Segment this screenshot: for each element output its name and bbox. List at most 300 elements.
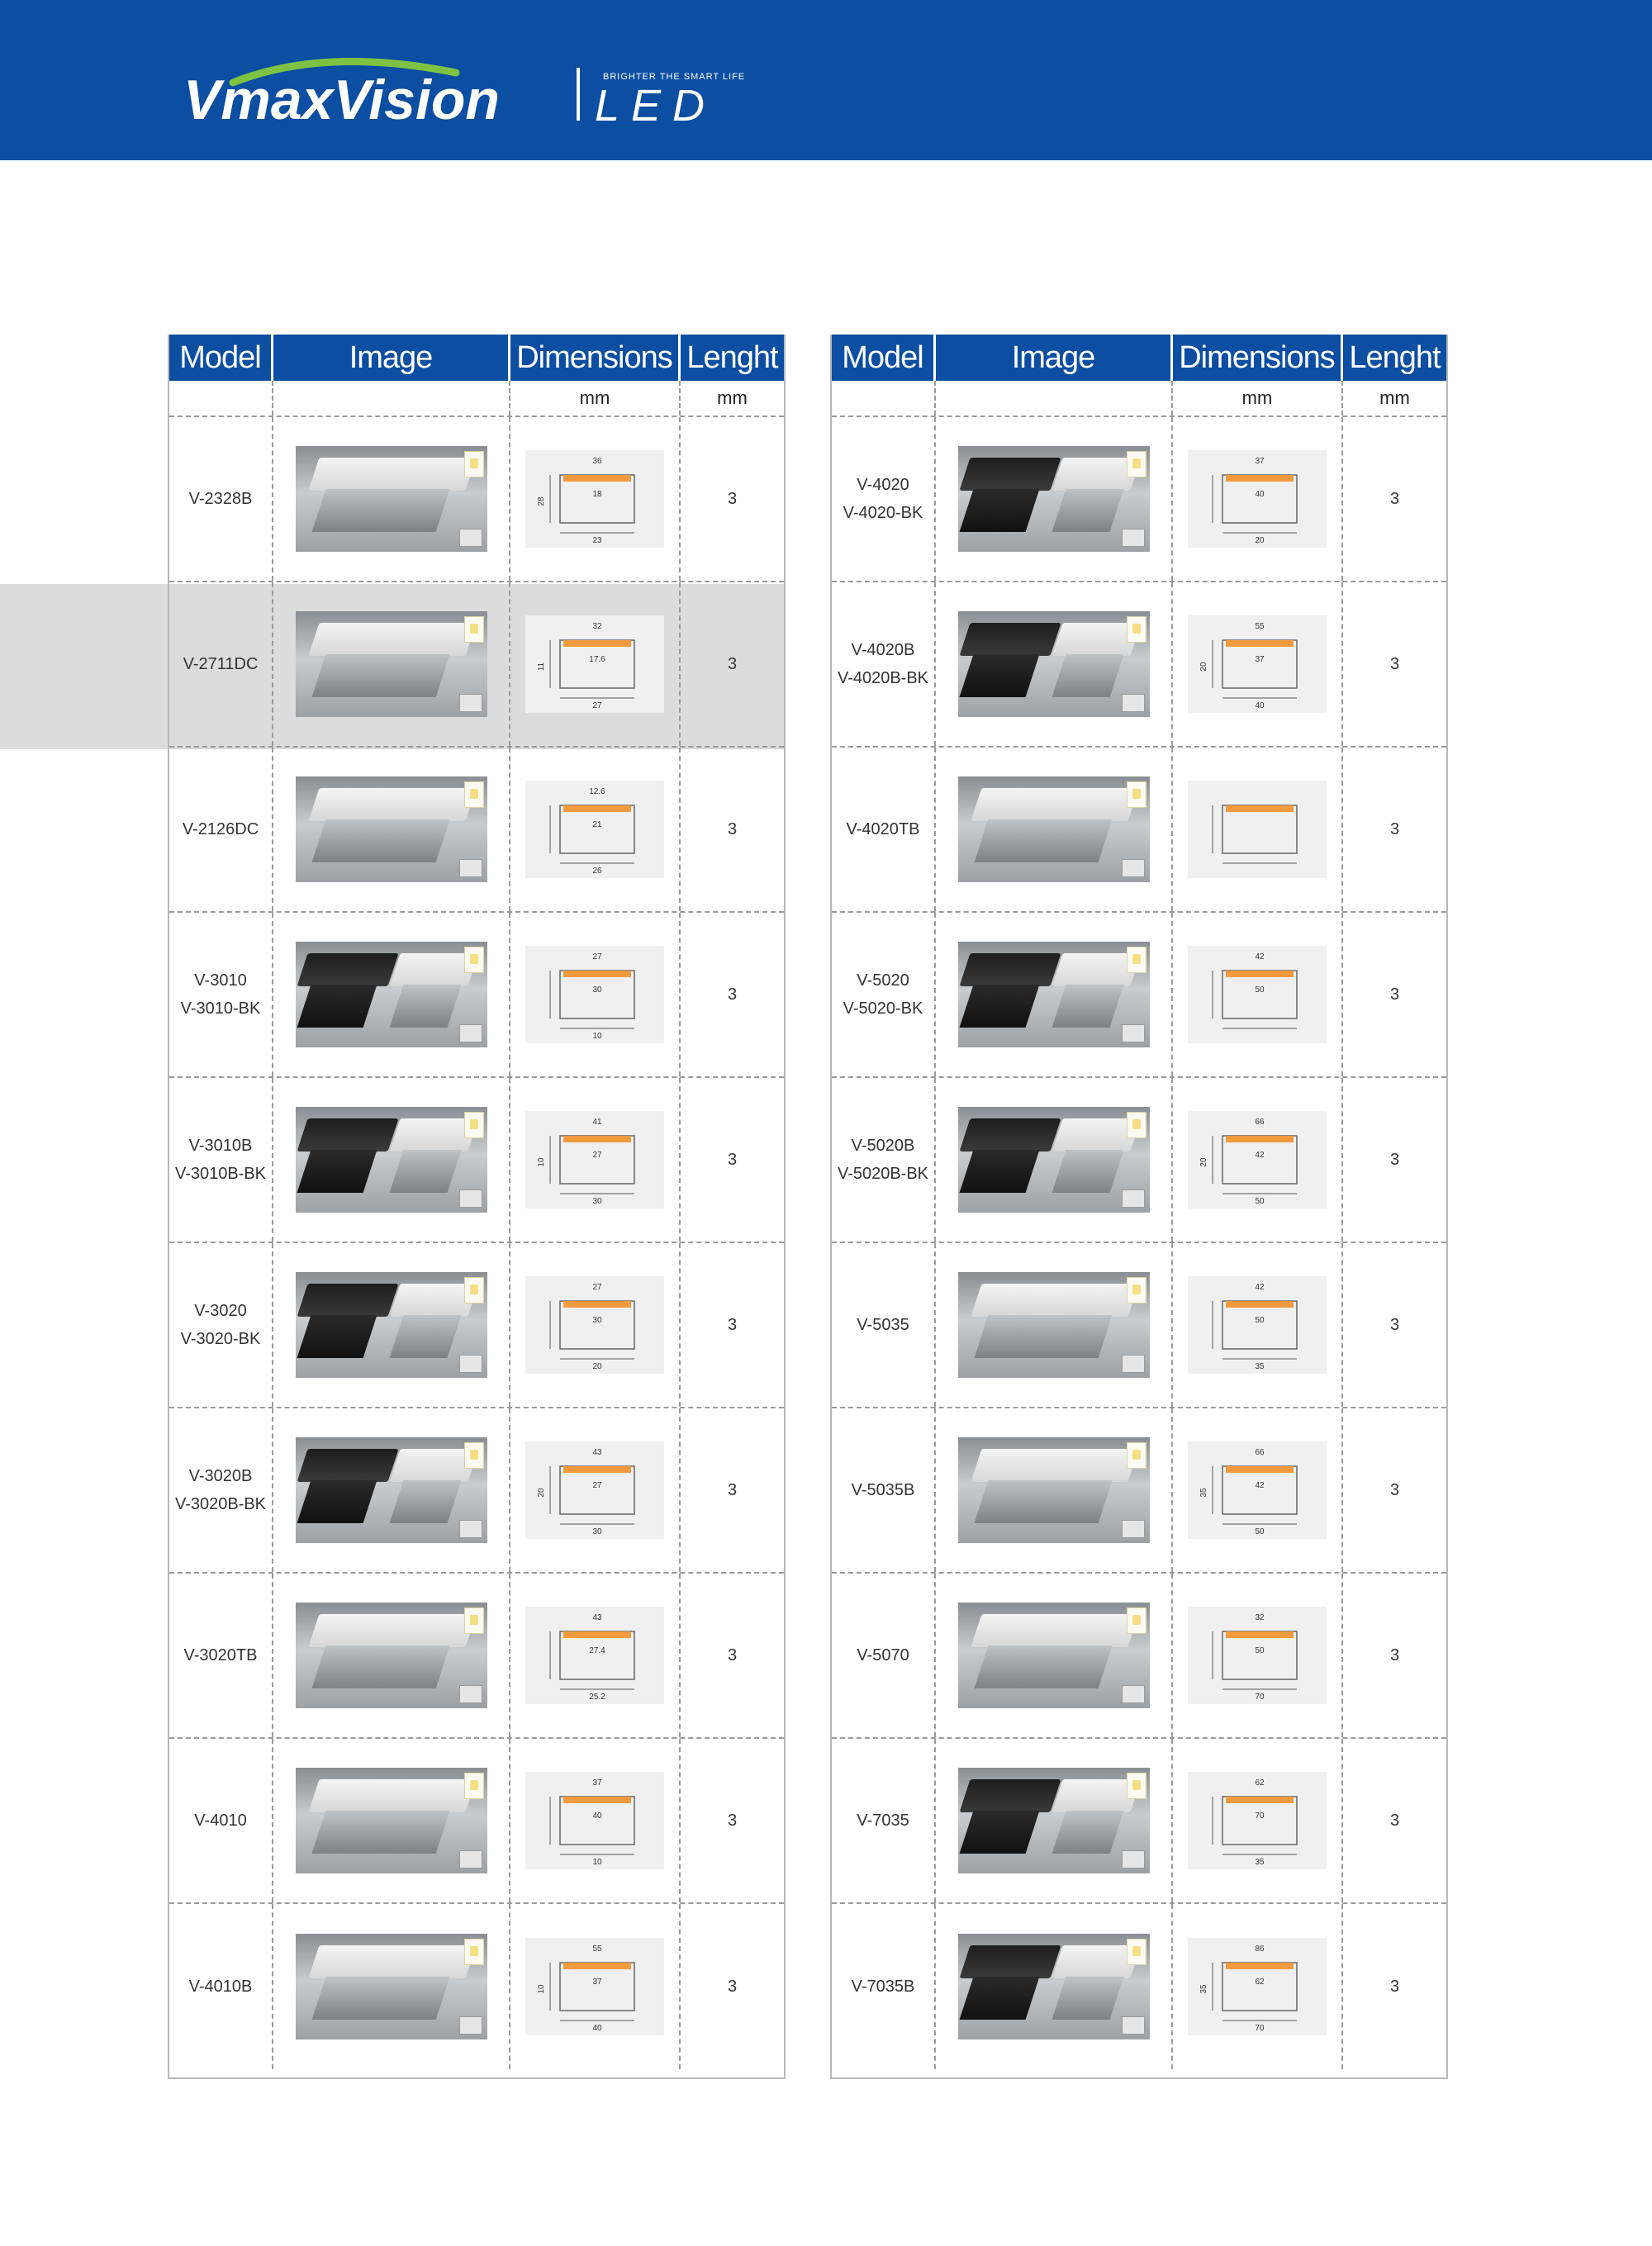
dimension-label: 20 — [1199, 1157, 1208, 1167]
length-cell: 3 — [1389, 1480, 1400, 1499]
profile-body — [959, 1150, 1039, 1193]
model-cell — [832, 582, 936, 746]
profile-body — [311, 489, 449, 532]
product-table-left — [168, 335, 786, 2079]
dimension-drawing — [1188, 1607, 1327, 1704]
dimensions-cell — [510, 1243, 681, 1407]
accessory-thumbnail — [1122, 1189, 1145, 1208]
profile-body — [311, 819, 449, 862]
dimension-label: 32 — [1255, 1613, 1265, 1622]
dimensions-cell — [510, 582, 681, 746]
dimension-label: 40 — [592, 2024, 602, 2033]
table-row — [832, 1243, 1446, 1408]
image-cell — [936, 1243, 1173, 1407]
length-cell: 3 — [1389, 1811, 1400, 1830]
dimension-label: 27 — [592, 952, 602, 962]
profile-body — [974, 1645, 1112, 1688]
dimension-label: 50 — [1255, 1316, 1265, 1325]
accessory-thumbnail — [1122, 1024, 1145, 1042]
model-cell — [169, 1904, 273, 2069]
length-cell: 3 — [727, 985, 738, 1004]
dimensions-cell — [1173, 1574, 1343, 1737]
accessory-thumbnail — [459, 859, 482, 877]
led-strip-icon — [1127, 947, 1146, 973]
image-cell — [273, 748, 510, 911]
profile-cover — [308, 1614, 476, 1647]
dimension-label: 70 — [1255, 1812, 1265, 1821]
length-cell: 3 — [727, 819, 738, 838]
model-name: V-5020-BK — [843, 1000, 923, 1018]
dimension-drawing — [1188, 1938, 1327, 2035]
dimension-label: 50 — [1255, 1646, 1265, 1655]
product-photo — [296, 1603, 487, 1708]
profile-cover — [297, 1118, 398, 1151]
model-cell — [832, 1904, 936, 2069]
dimension-label: 41 — [592, 1118, 602, 1127]
model-name: V-4010 — [194, 1812, 247, 1830]
dimension-label: 30 — [592, 1316, 602, 1325]
profile-body — [974, 1480, 1112, 1523]
dimensions-cell — [510, 1739, 681, 1902]
accessory-thumbnail — [459, 1355, 482, 1373]
model-name: V-4020B — [851, 641, 915, 659]
accessory-thumbnail — [459, 1685, 482, 1703]
product-photo — [958, 611, 1150, 717]
dimension-label: 32 — [592, 622, 602, 631]
profile-body — [389, 1480, 461, 1523]
profile-body — [311, 654, 449, 697]
model-name: V-3010 — [194, 971, 247, 990]
dimension-label: 36 — [592, 457, 602, 466]
dimension-drawing — [1188, 450, 1327, 548]
dimension-drawing — [1188, 1772, 1327, 1869]
dimension-label: 10 — [592, 1858, 602, 1867]
model-name: V-3020B — [188, 1467, 253, 1485]
model-name: V-3020B-BK — [174, 1495, 267, 1513]
table-row — [832, 1078, 1446, 1243]
model-name: V-3010-BK — [180, 1000, 261, 1018]
profile-cover — [297, 1449, 398, 1482]
dimension-drawing — [525, 1772, 664, 1869]
model-cell — [832, 1739, 936, 1902]
length-cell: 3 — [1389, 1315, 1400, 1334]
product-photo — [958, 1934, 1150, 2039]
product-photo — [958, 942, 1150, 1047]
dimension-label: 62 — [1255, 1778, 1265, 1788]
accessory-thumbnail — [1122, 1685, 1145, 1703]
product-table-right — [830, 335, 1448, 2079]
profile-cover — [308, 458, 476, 491]
model-cell — [169, 582, 273, 746]
header-model: Model — [832, 335, 936, 381]
model-name: V-4020 — [857, 476, 909, 494]
dimension-label: 27 — [592, 1151, 602, 1160]
header-model: Model — [169, 335, 273, 381]
dimension-label: 26 — [592, 867, 602, 876]
table-body — [169, 417, 784, 2069]
profile-cover — [971, 788, 1138, 821]
dimension-label: 50 — [1255, 985, 1265, 995]
dimension-drawing — [1188, 781, 1327, 878]
image-cell — [273, 1904, 510, 2069]
profile-body — [959, 654, 1039, 697]
model-cell — [169, 417, 273, 581]
image-cell — [273, 1408, 510, 1572]
profile-cover — [959, 953, 1061, 986]
profile-body — [1051, 985, 1123, 1028]
profile-body — [974, 1315, 1112, 1358]
brand-tagline: BRIGHTER THE SMART LIFE — [603, 72, 746, 82]
profile-body — [959, 489, 1039, 532]
table-row — [169, 1408, 784, 1574]
dimension-label: 27 — [592, 1283, 602, 1292]
dimension-label: 10 — [537, 1984, 546, 1994]
table-row — [832, 417, 1446, 582]
dimension-label: 35 — [1255, 1362, 1265, 1371]
profile-cover — [959, 623, 1061, 656]
length-cell: 3 — [727, 1315, 738, 1334]
dimension-label: 20 — [1199, 662, 1208, 672]
dimension-label: 35 — [1199, 1984, 1208, 1994]
image-cell — [936, 1739, 1173, 1902]
dimension-label: 23 — [592, 536, 602, 545]
table-row — [832, 748, 1446, 913]
dimension-label: 43 — [592, 1613, 602, 1622]
product-photo — [296, 1437, 487, 1543]
led-strip-icon — [464, 1442, 484, 1469]
dimension-label: 27.4 — [589, 1646, 605, 1655]
profile-body — [1051, 1150, 1123, 1193]
model-cell — [832, 748, 936, 911]
product-photo — [296, 1768, 487, 1873]
dimension-label: 70 — [1255, 1693, 1265, 1702]
dimension-drawing — [1188, 1441, 1327, 1539]
image-cell — [273, 1243, 510, 1407]
header-length: Lenght — [1349, 340, 1441, 375]
dimension-label: 37 — [1255, 457, 1265, 466]
profile-cover — [308, 623, 476, 656]
led-strip-icon — [464, 1607, 484, 1634]
table-row — [169, 582, 784, 748]
product-photo — [958, 776, 1150, 882]
product-photo — [958, 1437, 1150, 1543]
accessory-thumbnail — [459, 694, 482, 712]
brand-name: VmaxVision — [183, 69, 500, 131]
profile-cover — [308, 1779, 476, 1812]
dimension-label: 43 — [592, 1448, 602, 1457]
product-photo — [958, 1603, 1150, 1708]
dimensions-cell — [1173, 913, 1343, 1076]
table-header — [832, 335, 1446, 381]
image-cell — [936, 1408, 1173, 1572]
dimension-drawing — [525, 1111, 664, 1208]
brand-logo — [183, 51, 762, 134]
image-cell — [936, 1904, 1173, 2069]
model-cell — [832, 1408, 936, 1572]
units-row — [832, 381, 1446, 417]
length-cell: 3 — [727, 654, 738, 673]
length-cell: 3 — [727, 1150, 738, 1169]
dimension-label: 25.2 — [589, 1693, 605, 1702]
brand-product: LED — [595, 81, 717, 131]
table-row — [832, 1739, 1446, 1904]
length-cell: 3 — [1389, 1977, 1400, 1996]
dimension-label: 20 — [537, 1488, 546, 1498]
product-photo — [296, 1272, 487, 1378]
table-row — [169, 1243, 784, 1408]
dimension-drawing — [525, 1607, 664, 1704]
accessory-thumbnail — [1122, 1520, 1145, 1538]
dimension-label: 37 — [1255, 655, 1265, 664]
model-name: V-5020B — [851, 1137, 915, 1155]
model-cell — [169, 1078, 273, 1242]
model-name: V-7035B — [851, 1978, 915, 1996]
model-cell — [832, 417, 936, 581]
dimension-label: 35 — [1255, 1858, 1265, 1867]
dimension-drawing — [1188, 946, 1327, 1043]
led-strip-icon — [1127, 1607, 1146, 1634]
dimensions-cell — [1173, 582, 1343, 746]
model-cell — [832, 1078, 936, 1242]
table-row — [832, 1904, 1446, 2069]
profile-cover — [959, 1779, 1061, 1812]
accessory-thumbnail — [1122, 529, 1145, 547]
units-cell-empty — [169, 381, 273, 415]
product-photo — [958, 446, 1150, 552]
profile-cover — [308, 1945, 476, 1978]
profile-cover — [308, 788, 476, 821]
dimension-label: 50 — [1255, 1197, 1265, 1206]
units-cell-empty — [832, 381, 936, 415]
model-name: V-7035 — [857, 1812, 909, 1830]
dimension-label: 30 — [592, 985, 602, 995]
table-row — [169, 417, 784, 582]
model-cell — [832, 1574, 936, 1737]
dimension-label: 40 — [1255, 701, 1265, 710]
product-photo — [296, 1934, 487, 2039]
table-body — [832, 417, 1446, 2069]
led-strip-icon — [1127, 781, 1146, 808]
accessory-thumbnail — [1122, 2016, 1145, 2035]
image-cell — [936, 582, 1173, 746]
units-row — [169, 381, 784, 417]
profile-body — [1051, 489, 1123, 532]
dimension-label: 55 — [592, 1944, 602, 1954]
dimension-label: 40 — [1255, 490, 1265, 499]
table-row — [169, 1739, 784, 1904]
product-photo — [296, 942, 487, 1047]
length-cell: 3 — [727, 1645, 738, 1664]
profile-body — [389, 1150, 461, 1193]
profile-body — [959, 1977, 1039, 2020]
accessory-thumbnail — [1122, 1850, 1145, 1869]
dimensions-cell — [1173, 1078, 1343, 1242]
dimension-drawing — [1188, 1276, 1327, 1374]
product-photo — [296, 611, 487, 717]
dimensions-cell — [1173, 748, 1343, 911]
dimension-label: 30 — [592, 1197, 602, 1206]
table-row — [169, 748, 784, 913]
led-strip-icon — [1127, 1442, 1146, 1469]
length-cell: 3 — [1389, 1150, 1400, 1169]
model-cell — [169, 913, 273, 1076]
led-strip-icon — [1127, 1112, 1146, 1138]
model-cell — [832, 913, 936, 1076]
table-row — [832, 1408, 1446, 1574]
image-cell — [936, 913, 1173, 1076]
units-cell-empty — [936, 381, 1173, 415]
accessory-thumbnail — [459, 1850, 482, 1869]
image-cell — [936, 417, 1173, 581]
dimension-drawing — [525, 1276, 664, 1374]
profile-cover — [959, 1118, 1061, 1151]
dim-unit: mm — [510, 381, 681, 415]
dimensions-cell — [510, 913, 681, 1076]
length-cell: 3 — [1389, 819, 1400, 838]
model-name: V-5020B-BK — [837, 1165, 929, 1183]
header-dimensions: Dimensions — [510, 335, 681, 381]
dimensions-cell — [1173, 1408, 1343, 1572]
model-cell — [169, 1739, 273, 1902]
accessory-thumbnail — [459, 529, 482, 547]
accessory-thumbnail — [459, 1520, 482, 1538]
length-cell: 3 — [1389, 1645, 1400, 1664]
model-cell — [169, 1243, 273, 1407]
model-name: V-2126DC — [182, 820, 259, 838]
led-strip-icon — [464, 1112, 484, 1138]
led-strip-icon — [464, 1939, 484, 1965]
table-row — [832, 1574, 1446, 1739]
table-row — [169, 1904, 784, 2069]
table-row — [832, 582, 1446, 748]
led-strip-icon — [1127, 451, 1146, 477]
model-name: V-3020-BK — [180, 1330, 261, 1348]
model-name: V-3020TB — [183, 1646, 258, 1664]
table-row — [169, 1574, 784, 1739]
image-cell — [936, 748, 1173, 911]
dimension-label: 17.6 — [589, 655, 605, 664]
model-name: V-2711DC — [183, 655, 259, 673]
dimension-drawing — [1188, 1111, 1327, 1208]
accessory-thumbnail — [459, 1189, 482, 1208]
dimension-label: 11 — [537, 662, 546, 672]
page-header — [0, 0, 1652, 160]
dimensions-cell — [510, 417, 681, 581]
dimension-label: 28 — [537, 496, 546, 506]
profile-body — [297, 1480, 377, 1523]
model-name: V-3020 — [194, 1302, 247, 1320]
image-cell — [273, 1574, 510, 1737]
product-photo — [296, 446, 487, 552]
dimension-drawing — [525, 1938, 664, 2035]
profile-body — [1051, 1811, 1123, 1854]
dim-unit: mm — [1173, 381, 1343, 415]
profile-cover — [971, 1614, 1138, 1647]
dimension-label: 27 — [592, 1481, 602, 1490]
dimensions-cell — [1173, 1243, 1343, 1407]
led-strip-icon — [1127, 1277, 1146, 1303]
dimension-label: 10 — [592, 1032, 602, 1041]
model-name: V-5035B — [851, 1481, 915, 1499]
model-name: V-3010B-BK — [174, 1165, 267, 1183]
product-photo — [296, 776, 487, 882]
profile-body — [1051, 654, 1123, 697]
dimension-label: 55 — [1255, 622, 1265, 631]
dimension-label: 42 — [1255, 1481, 1265, 1490]
led-strip-icon — [464, 781, 484, 808]
dimension-label: 27 — [592, 701, 602, 710]
dimension-drawing — [525, 1441, 664, 1539]
profile-body — [311, 1811, 449, 1854]
length-unit: mm — [1379, 387, 1410, 408]
units-cell-empty — [273, 381, 510, 415]
dimension-label: 50 — [1255, 1527, 1265, 1536]
model-name: V-4020-BK — [843, 504, 923, 522]
profile-body — [297, 985, 377, 1028]
header-image: Image — [936, 335, 1173, 381]
profile-body — [389, 1315, 461, 1358]
image-cell — [273, 417, 510, 581]
dimension-label: 20 — [1255, 536, 1265, 545]
dimension-drawing — [525, 615, 664, 713]
length-cell: 3 — [1389, 489, 1400, 508]
profile-body — [311, 1977, 449, 2020]
dimension-label: 30 — [592, 1527, 602, 1536]
dimension-label: 12.6 — [589, 787, 605, 796]
dimension-drawing — [525, 946, 664, 1043]
model-cell — [169, 1408, 273, 1572]
dimension-label: 66 — [1255, 1118, 1265, 1127]
image-cell — [936, 1078, 1173, 1242]
dimensions-cell — [510, 1904, 681, 2069]
product-photo — [296, 1107, 487, 1213]
dimension-label: 20 — [592, 1362, 602, 1371]
profile-body — [959, 1811, 1039, 1854]
profile-body — [311, 1645, 449, 1688]
led-strip-icon — [1127, 616, 1146, 643]
image-cell — [273, 582, 510, 746]
dimensions-cell — [510, 748, 681, 911]
length-cell: 3 — [1389, 654, 1400, 673]
led-strip-icon — [464, 1773, 484, 1799]
accessory-thumbnail — [459, 1024, 482, 1042]
header-dimensions: Dimensions — [1173, 335, 1343, 381]
dimensions-cell — [510, 1408, 681, 1572]
product-photo — [958, 1107, 1150, 1213]
dimension-drawing — [525, 781, 664, 878]
led-strip-icon — [464, 947, 484, 973]
dimension-label: 42 — [1255, 1283, 1265, 1292]
model-cell — [169, 748, 273, 911]
dimensions-cell — [1173, 1739, 1343, 1902]
table-row — [169, 913, 784, 1078]
table-row — [169, 1078, 784, 1243]
profile-body — [297, 1150, 377, 1193]
dimension-label: 70 — [1255, 2024, 1265, 2033]
led-strip-icon — [1127, 1939, 1146, 1965]
dimension-label: 42 — [1255, 952, 1265, 962]
dimension-label: 10 — [537, 1157, 546, 1167]
led-strip-icon — [464, 1277, 484, 1303]
length-cell: 3 — [727, 1977, 738, 1996]
profile-body — [389, 985, 461, 1028]
header-length: Lenght — [686, 340, 778, 375]
accessory-thumbnail — [1122, 1355, 1145, 1373]
profile-body — [959, 985, 1039, 1028]
dimension-label: 37 — [592, 1778, 602, 1788]
table-row — [832, 913, 1446, 1078]
profile-cover — [297, 1284, 398, 1317]
